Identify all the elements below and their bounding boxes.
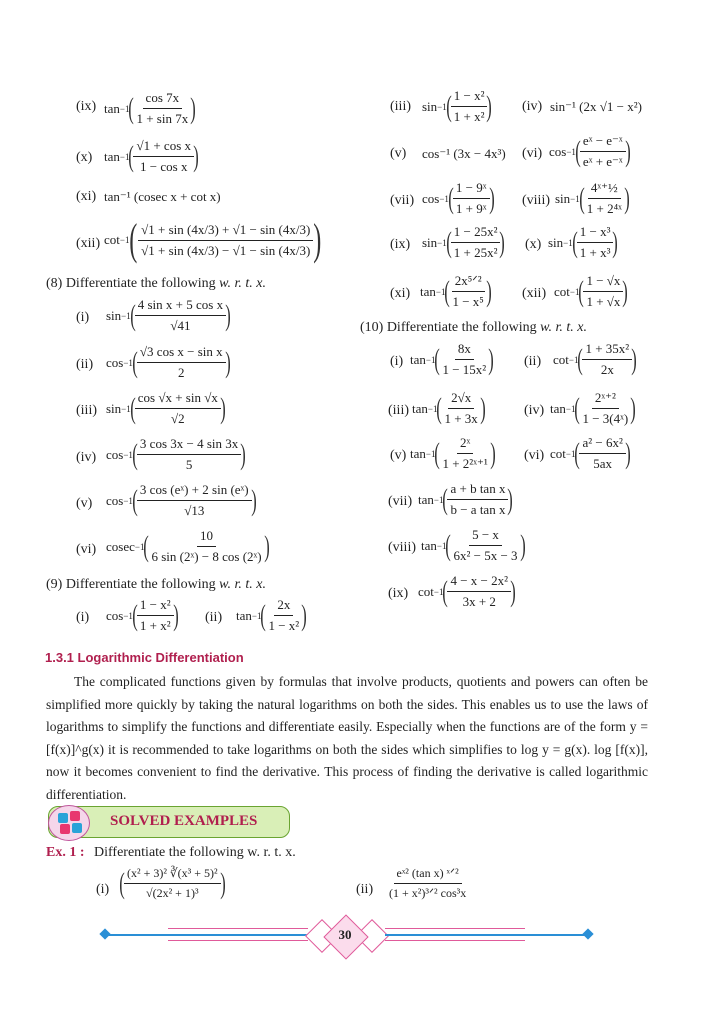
numerator: 2√x bbox=[448, 390, 474, 409]
footer-rule-left bbox=[108, 934, 308, 936]
puzzle-piece-icon bbox=[58, 813, 68, 823]
item-label: (ix) bbox=[388, 586, 409, 601]
denominator: 6 sin (2ˣ) − 8 cos (2ˣ) bbox=[151, 549, 262, 564]
denominator: 3x + 2 bbox=[462, 594, 496, 609]
footer-pink-rule bbox=[385, 928, 525, 929]
denominator: 2 bbox=[178, 365, 185, 380]
numerator: 5 − x bbox=[469, 527, 502, 546]
heading-text: (9) Differentiate the following bbox=[46, 577, 216, 592]
footer-dot-right bbox=[582, 928, 593, 939]
item-label: (vii) bbox=[390, 193, 415, 208]
math-expression: cos −1 ( $\frac{\text{1 − 9ˣ}}{\text{1 + 9ˣ}}$ ) bbox=[422, 180, 495, 216]
item-label: (vi) bbox=[76, 542, 97, 557]
denominator: b − a tan x bbox=[450, 502, 506, 517]
numerator: 3 cos (eˣ) + 2 sin (eˣ) bbox=[137, 482, 252, 501]
puzzle-piece-icon bbox=[60, 824, 70, 834]
denominator: 1 + sin 7x bbox=[136, 111, 189, 126]
numerator: 8x bbox=[455, 341, 474, 360]
denominator: 5ax bbox=[593, 456, 613, 471]
denominator: 1 − x² bbox=[268, 618, 300, 633]
numerator: √1 + cos x bbox=[133, 138, 194, 157]
math-expression: cot −1 ( $\frac{\text{a² − 6x²}}{5ax}$ ) bbox=[550, 435, 631, 471]
numerator: 2x bbox=[274, 597, 293, 616]
numerator: cos 7x bbox=[143, 90, 183, 109]
math-expression: cos −1 ( $\frac{\text{√3 cos x − sin x}}{2}$ ) bbox=[106, 344, 231, 380]
denominator: 6x² − 5x − 3 bbox=[453, 548, 518, 563]
math-expression: tan⁻¹ (cosec x + cot x) bbox=[104, 189, 221, 204]
page-number: 30 bbox=[338, 927, 352, 942]
numerator: 3 cos 3x − 4 sin 3x bbox=[137, 436, 241, 455]
item-label: (viii) bbox=[522, 193, 550, 208]
numerator: 2ˣ bbox=[457, 435, 473, 454]
numerator: eˣ² (tan x) ˣᐟ² bbox=[394, 866, 462, 884]
denominator: √13 bbox=[184, 503, 205, 518]
banner-label: SOLVED EXAMPLES bbox=[110, 813, 258, 829]
denominator: 1 − 15x² bbox=[442, 362, 487, 377]
item-label: (vii) bbox=[388, 494, 413, 509]
numerator: 4 sin x + 5 cos x bbox=[135, 297, 226, 316]
item-label: (v) bbox=[390, 146, 407, 161]
footer-pink-rule bbox=[385, 940, 525, 941]
denominator: 1 + x³ bbox=[579, 245, 611, 260]
math-expression: tan −1 ( $\frac{\text{2ˣ}}{\text{1 + 2²ˣ⁺¹}}$ ) bbox=[410, 435, 496, 471]
denominator: √2 bbox=[170, 411, 185, 426]
section-title: 1.3.1 Logarithmic Differentiation bbox=[45, 650, 244, 665]
math-expression: cot −1 ( $\frac{√1 + \sin (4x/3) + √1 - \sin (4x/3)}{√1 + \sin (4x/3) - √1 - \sin (4x/3)}$ ) bbox=[104, 215, 322, 264]
denominator: (1 + x²)³ᐟ² cos³x bbox=[389, 886, 467, 900]
denominator: 1 + 9ˣ bbox=[455, 201, 487, 216]
math-expression: tan −1 ( $\frac{\text{√1 + cos x}}{\text{1 − cos x}}$ ) bbox=[104, 138, 199, 174]
math-expression: cot −1 ( $\frac{\text{4 − x − 2x²}}{3x + 2}$ ) bbox=[418, 573, 516, 609]
math-expression: sin −1 ( $\frac{\text{4ˣ⁺½}}{\text{1 + 2⁴ˣ}}$ ) bbox=[555, 180, 630, 216]
example-heading bbox=[46, 845, 296, 861]
denominator: 1 + 25x² bbox=[453, 245, 498, 260]
item-label: (xi) bbox=[390, 286, 411, 301]
item-label: (i) bbox=[76, 610, 90, 625]
denominator: 2x bbox=[600, 362, 614, 377]
math-expression: sin −1 ( $\frac{\text{4 sin x + 5 cos x}}{√41}$ ) bbox=[106, 297, 231, 333]
item-label: (i) bbox=[390, 354, 404, 369]
denominator: √1 + sin (4x/3) − √1 − sin (4x/3) bbox=[141, 242, 311, 258]
numerator: (x² + 3)² ∛(x³ + 5)² bbox=[124, 866, 221, 884]
numerator: √1 + sin (4x/3) + √1 − sin (4x/3) bbox=[138, 222, 313, 241]
numerator: √3 cos x − sin x bbox=[137, 344, 226, 363]
puzzle-piece-icon bbox=[72, 823, 82, 833]
denominator: 1 + x² bbox=[139, 618, 171, 633]
math-expression: sin −1 ( $\frac{\text{1 − 25x²}}{\text{1 + 25x²}}$ ) bbox=[422, 224, 506, 260]
item-label: (viii) bbox=[388, 540, 416, 555]
numerator: 4 − x − 2x² bbox=[447, 573, 511, 592]
item-label: (ix) bbox=[76, 99, 97, 114]
item-label: (ii) bbox=[356, 882, 374, 897]
math-expression: sin −1 ( $\frac{\text{1 − x²}}{\text{1 + x²}}$ ) bbox=[422, 88, 493, 124]
math-expression: cos −1 ( $\frac{3 \cos 3x - 4 \sin 3x}{5}$ ) bbox=[106, 436, 247, 472]
numerator: eˣ − e⁻ˣ bbox=[580, 133, 626, 152]
denominator: 1 + 2²ˣ⁺¹ bbox=[442, 456, 488, 471]
numerator: a + b tan x bbox=[447, 481, 508, 500]
footer-pink-rule bbox=[168, 940, 308, 941]
numerator: 1 − x² bbox=[451, 88, 488, 107]
item-label: (iv) bbox=[76, 450, 97, 465]
item-label: (iv) bbox=[522, 99, 543, 114]
math-expression: cos −1 ( $\frac{\text{3 cos (eˣ) + 2 sin (eˣ)}}{√13}$ ) bbox=[106, 482, 257, 518]
wrt-text: w. r. t. x. bbox=[219, 276, 266, 291]
numerator: 1 − 25x² bbox=[451, 224, 501, 243]
numerator: a² − 6x² bbox=[579, 435, 625, 454]
item-label: (ix) bbox=[390, 237, 411, 252]
question-heading bbox=[46, 276, 266, 292]
item-label: (iii) bbox=[390, 99, 411, 114]
math-expression: cos −1 ( $\frac{\text{1 − x²}}{\text{1 + x²}}$ ) bbox=[106, 597, 179, 633]
denominator: √(2x² + 1)³ bbox=[146, 886, 199, 900]
math-expression: ( $\frac{\text{(x² + 3)² ∛(x³ + 5)²}}{\text{√(2x² + 1)³}}$ ) bbox=[119, 866, 226, 900]
heading-text: (10) Differentiate the following bbox=[360, 320, 537, 335]
math-expression: cos⁻¹ (3x − 4x³) bbox=[422, 146, 506, 161]
denominator: 1 − cos x bbox=[140, 159, 188, 174]
math-expression: cos −1 ( $\frac{\text{eˣ − e⁻ˣ}}{\text{eˣ + e⁻ˣ}}$ ) bbox=[549, 133, 631, 169]
math-expression: cot −1 ( $\frac{\text{1 + 35x²}}{2x}$ ) bbox=[553, 341, 637, 377]
numerator: 1 − 9ˣ bbox=[453, 180, 490, 199]
question-heading bbox=[46, 577, 266, 593]
math-expression: tan −1 ( $\frac{8x}{\text{1 − 15x²}}$ ) bbox=[410, 341, 494, 377]
item-label: (vi) bbox=[522, 146, 543, 161]
denominator: 1 + 3x bbox=[444, 411, 478, 426]
footer-pink-rule bbox=[168, 928, 308, 929]
item-label: (x) bbox=[76, 150, 93, 165]
denominator: 1 − x⁵ bbox=[452, 294, 484, 309]
item-label: (v) bbox=[390, 448, 407, 463]
denominator: 1 + √x bbox=[586, 294, 621, 309]
wrt-text: w. r. t. x. bbox=[540, 320, 587, 335]
example-text: Differentiate the following w. r. t. x. bbox=[94, 845, 296, 860]
denominator: 1 + 2⁴ˣ bbox=[586, 201, 622, 216]
denominator: 1 − 3(4ˣ) bbox=[582, 411, 629, 426]
numerator: 2ˣ⁺² bbox=[592, 390, 619, 409]
numerator: 1 − x² bbox=[137, 597, 174, 616]
item-label: (v) bbox=[76, 496, 93, 511]
item-label: (i) bbox=[76, 310, 90, 325]
item-label: (iv) bbox=[524, 403, 545, 418]
math-expression: tan −1 ( $\frac{\cos 7x}{1 + \sin 7x}$ ) bbox=[104, 90, 196, 126]
puzzle-piece-icon bbox=[70, 811, 80, 821]
wrt-text: w. r. t. x. bbox=[219, 577, 266, 592]
math-expression: sin −1 ( $\frac{\text{1 − x³}}{\text{1 + x³}}$ ) bbox=[548, 224, 619, 260]
item-label: (vi) bbox=[524, 448, 545, 463]
item-label: (ii) bbox=[205, 610, 223, 625]
numerator: 1 − √x bbox=[583, 273, 623, 292]
math-expression: cot −1 ( $\frac{1 - √x}{1 + √x}$ ) bbox=[554, 273, 629, 309]
denominator: √41 bbox=[170, 318, 191, 333]
math-expression: tan −1 ( $\frac{\text{2x⁵ᐟ²}}{\text{1 − x⁵}}$ ) bbox=[420, 273, 492, 309]
math-expression: sin⁻¹ (2x √1 − x²) bbox=[550, 99, 642, 114]
footer-rule-right bbox=[385, 934, 585, 936]
section-paragraph: The complicated functions given by formulas that involve products, quotients and powers can often be simplified more quickly by taking the natural logarithms on both the sides. This enables us to use the laws of logarithms to simplify the functions and differentiate easily. Especially when the functions are of the form y = [f(x)]^g(x) it is recommended to take logarithms on both the sides which simplifies to log y = g(x). log [f(x)], now it becomes convenient to find the derivative. This process of finding the derivative is called logarithmic differentiation. bbox=[46, 674, 648, 802]
heading-text: (8) Differentiate the following bbox=[46, 276, 216, 291]
puzzle-icon bbox=[48, 805, 90, 841]
math-expression: tan −1 ( $\frac{2x}{\text{1 − x²}}$ ) bbox=[236, 597, 307, 633]
denominator: 1 + x² bbox=[453, 109, 485, 124]
item-label: (iii) bbox=[388, 403, 409, 418]
numerator: 4ˣ⁺½ bbox=[588, 180, 621, 199]
math-expression: tan −1 ( $\frac{2√x}{1 + 3x}$ ) bbox=[412, 390, 486, 426]
question-heading bbox=[360, 320, 587, 336]
math-expression: cosec −1 ( $\frac{10}{\text{6 sin (2ˣ) − 8 cos (2ˣ)}}$ ) bbox=[106, 528, 270, 564]
numerator: 1 − x³ bbox=[577, 224, 614, 243]
item-label: (ii) bbox=[524, 354, 542, 369]
item-label: (x) bbox=[525, 237, 542, 252]
math-expression: tan −1 ( $\frac{\text{2ˣ⁺²}}{\text{1 − 3(4ˣ)}}$ ) bbox=[550, 390, 636, 426]
example-label: Ex. 1 : bbox=[46, 845, 85, 860]
numerator: 1 + 35x² bbox=[582, 341, 632, 360]
math-expression bbox=[386, 866, 469, 901]
numerator: 2x⁵ᐟ² bbox=[452, 273, 485, 292]
math-expression: tan −1 ( $\frac{\text{a + b tan x}}{\text{b − a tan x}}$ ) bbox=[418, 481, 514, 517]
item-label: (iii) bbox=[76, 403, 97, 418]
denominator: 5 bbox=[185, 457, 193, 472]
denominator: eˣ + e⁻ˣ bbox=[582, 154, 623, 169]
math-expression: sin −1 ( $\frac{\cos √x + \sin √x}{√2}$ ) bbox=[106, 390, 226, 426]
item-label: (xi) bbox=[76, 189, 97, 204]
math-expression: tan −1 ( $\frac{5 - x}{\text{6x² − 5x − 3}}$ ) bbox=[421, 527, 526, 563]
item-label: (xii) bbox=[76, 236, 101, 251]
numerator: cos √x + sin √x bbox=[135, 390, 221, 409]
item-label: (i) bbox=[96, 882, 110, 897]
item-label: (ii) bbox=[76, 357, 94, 372]
item-label: (xii) bbox=[522, 286, 547, 301]
numerator: 10 bbox=[197, 528, 216, 547]
